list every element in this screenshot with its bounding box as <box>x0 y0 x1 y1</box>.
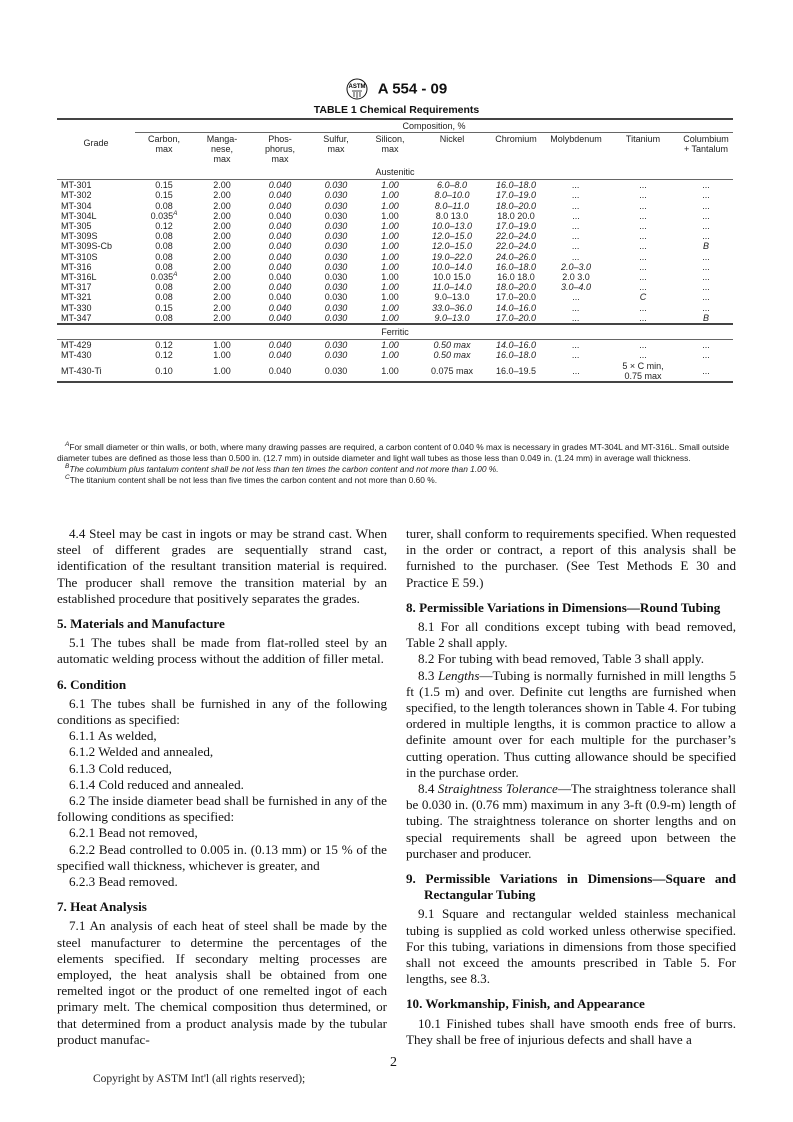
table-row <box>57 180 733 191</box>
mo-cell: 3.0–4.0 <box>560 282 592 293</box>
p-cell: 0.040 <box>268 221 292 232</box>
paragraph-4-4: 4.4 Steel may be cast in ingots or may be strand cast. When steel of different grades are sequentially strand cast, identification of the resultant transition material is required. The producer shall remove the transition material by an established procedure that positively separates the grades. <box>57 526 387 606</box>
mo-cell: ... <box>572 221 580 232</box>
si-cell: 1.00 <box>381 312 399 323</box>
ti-cell: ... <box>639 282 647 293</box>
grade-cell: MT-316L <box>61 272 97 283</box>
ti-cell: 5 × C min, 0.75 max <box>622 360 664 381</box>
ti-cell: ... <box>639 190 647 201</box>
si-cell: 1.00 <box>381 241 399 252</box>
mn-cell: 2.00 <box>213 190 231 201</box>
group-row-austenitic <box>57 165 733 180</box>
carbon-header: Carbon, max <box>147 134 181 154</box>
paragraph-8-4: 8.4 Straightness Tolerance—The straightness tolerance shall be 0.030 in. (0.76 mm) maximum in any 3-ft (0.9-m) length of tubing. The straightness tolerance on shorter lengths and on special requirements shall be agreed upon between the purchaser and producer. <box>406 781 736 861</box>
s-cell: 0.030 <box>324 272 348 283</box>
paragraph-10-1: 10.1 Finished tubes shall have smooth ends free of burrs. They shall be free of injurious defects and shall have a <box>406 1015 736 1047</box>
si-cell: 1.00 <box>381 282 399 293</box>
mo-cell: ... <box>572 312 580 323</box>
table-row <box>57 292 733 302</box>
s-cell: 0.030 <box>324 241 348 252</box>
paragraph-6-2-1: 6.2.1 Bead not removed, <box>69 825 198 841</box>
paragraph-8-3: 8.3 Lengths—Tubing is normally furnished in mill lengths 5 ft (1.5 m) and over. Definite cut lengths are furnished when specified, to the length tolerances shown in Table 4. For tubing ordered in multiple lengths, it is common practice to allow a definite amount over for each multiple for the purchaser’s cutting operation. Thus cutting allowance should be specified in the purchase order. <box>406 667 737 780</box>
ti-cell: ... <box>639 272 647 283</box>
section-heading-5: 5. Materials and Manufacture <box>57 616 225 632</box>
ti-cell: ... <box>639 251 647 262</box>
ni-cell: 9.0–13.0 <box>434 312 470 323</box>
ni-cell: 0.075 max <box>430 365 474 376</box>
grade-cell: MT-321 <box>61 292 92 303</box>
grade-cell: MT-309S <box>61 231 98 242</box>
carbon-cell: 0.12 <box>155 350 173 361</box>
s-cell: 0.030 <box>324 200 348 211</box>
ni-cell: 12.0–15.0 <box>431 241 473 252</box>
p-cell: 0.040 <box>268 292 292 303</box>
paragraph-6-2: 6.2 The inside diameter bead shall be furnished in any of the following conditions as specified: <box>57 793 387 825</box>
mn-cell: 2.00 <box>213 272 231 283</box>
columbium-tantalum-header: Columbium + Tantalum <box>683 134 729 154</box>
cb-cell: ... <box>702 231 710 242</box>
mo-cell: ... <box>572 180 580 191</box>
section-heading-6: 6. Condition <box>57 676 127 692</box>
paragraph-8-1: 8.1 For all conditions except tubing with bead removed, Table 2 shall apply. <box>406 619 736 651</box>
copyright-notice: Copyright by ASTM Int'l (all rights reserved); <box>93 1073 306 1085</box>
p-cell: 0.040 <box>268 210 292 221</box>
carbon-cell: 0.08 <box>155 312 173 323</box>
si-cell: 1.00 <box>381 261 399 272</box>
manganese-header: Manga- nese, max <box>206 134 238 164</box>
p-cell: 0.040 <box>268 365 292 376</box>
carbon-cell: 0.12 <box>155 221 173 232</box>
cr-cell: 16.0–18.0 <box>495 180 537 191</box>
grade-cell: MT-317 <box>61 282 92 293</box>
cr-cell: 14.0–16.0 <box>495 302 537 313</box>
paragraph-6-2-2: 6.2.2 Bead controlled to 0.005 in. (0.13 mm) or 15 % of the specified wall thickness, whichever is greater, and <box>57 841 387 873</box>
paragraph-5-1: 5.1 The tubes shall be made from flat-rolled steel by an automatic welding process without the addition of filler metal. <box>57 635 387 667</box>
ti-cell: ... <box>639 231 647 242</box>
cb-cell: ... <box>702 221 710 232</box>
titanium-header: Titanium <box>625 134 661 144</box>
ni-cell: 10.0–13.0 <box>431 221 473 232</box>
p-cell: 0.040 <box>268 200 292 211</box>
nickel-header: Nickel <box>439 134 465 144</box>
mn-cell: 2.00 <box>213 251 231 262</box>
p-cell: 0.040 <box>268 190 292 201</box>
paragraph-6-2-3: 6.2.3 Bead removed. <box>69 874 178 890</box>
paragraph-6-1-4: 6.1.4 Cold reduced and annealed. <box>69 776 244 792</box>
mn-cell: 2.00 <box>213 200 231 211</box>
footnote-c: $^C$The titanium content shall be not less than five times the carbon content and not more than 0.60 %. <box>65 474 438 485</box>
paragraph-7-1-continued: turer, shall conform to requirements specified. When requested in the order or contract, a report of this analysis shall be furnished to the purchaser. (See Test Methods E 30 and Practice E 59.) <box>406 526 736 590</box>
ti-cell: ... <box>639 241 647 252</box>
carbon-cell: 0.12 <box>155 340 173 351</box>
ti-cell: ... <box>639 261 647 272</box>
p-cell: 0.040 <box>268 180 292 191</box>
cr-cell: 17.0–19.0 <box>495 190 537 201</box>
table-row <box>57 252 733 262</box>
p-cell: 0.040 <box>268 272 292 283</box>
group-label: Ferritic <box>57 324 733 340</box>
s-cell: 0.030 <box>324 365 348 376</box>
cb-cell: ... <box>702 210 710 221</box>
s-cell: 0.030 <box>324 292 348 303</box>
carbon-cell: 0.08 <box>155 231 173 242</box>
cr-cell: 14.0–16.0 <box>495 340 537 351</box>
table-row <box>57 231 733 241</box>
ti-cell: ... <box>639 200 647 211</box>
ti-cell: ... <box>639 302 647 313</box>
p-cell: 0.040 <box>268 251 292 262</box>
mo-cell: ... <box>572 350 580 361</box>
s-cell: 0.030 <box>324 302 348 313</box>
s-cell: 0.030 <box>324 180 348 191</box>
cr-cell: 16.0–18.0 <box>495 350 537 361</box>
ni-cell: 6.0–8.0 <box>436 180 468 191</box>
table-row <box>57 190 733 200</box>
table-row <box>57 303 733 313</box>
si-cell: 1.00 <box>381 340 399 351</box>
phosphorus-header: Phos- phorus, max <box>264 134 296 164</box>
table-row <box>57 201 733 211</box>
paragraph-8-2: 8.2 For tubing with bead removed, Table 3 shall apply. <box>418 651 705 667</box>
p-cell: 0.040 <box>268 340 292 351</box>
ni-cell: 8.0–10.0 <box>434 190 470 201</box>
mo-cell: ... <box>572 340 580 351</box>
ni-cell: 10.0–14.0 <box>431 261 473 272</box>
s-cell: 0.030 <box>324 190 348 201</box>
mo-cell: ... <box>572 231 580 242</box>
grade-cell: MT-429 <box>61 340 92 351</box>
grade-cell: MT-347 <box>61 312 92 323</box>
paragraph-6-1: 6.1 The tubes shall be furnished in any of the following conditions as specified: <box>57 695 387 728</box>
ni-cell: 11.0–14.0 <box>432 282 472 293</box>
cr-cell: 16.0–19.5 <box>495 365 537 376</box>
cb-cell: ... <box>702 350 710 361</box>
carbon-cell: 0.08 <box>155 251 173 262</box>
group-label: Austenitic <box>57 165 733 180</box>
p-cell: 0.040 <box>268 231 292 242</box>
si-cell: 1.00 <box>381 200 399 211</box>
cr-cell: 17.0–19.0 <box>495 221 537 232</box>
page-number: 2 <box>390 1055 397 1070</box>
cr-cell: 22.0–24.0 <box>495 231 537 242</box>
carbon-cell: 0.15 <box>155 190 173 201</box>
carbon-cell: 0.08 <box>155 282 173 293</box>
cb-cell: ... <box>702 282 710 293</box>
si-cell: 1.00 <box>381 302 399 313</box>
paragraph-7-1: 7.1 An analysis of each heat of steel shall be made by the steel manufacturer to determine the percentages of the elements specified. If secondary melting processes are employed, the heat analysis shall be obtained from one remelted ingot or the product of one remelted ingot of each primary melt. The chemical composition thus determined, or that determined from a product analysis made by the tubular product manufac- <box>57 918 387 1047</box>
mn-cell: 2.00 <box>213 302 231 313</box>
section-heading-10: 10. Workmanship, Finish, and Appearance <box>406 996 645 1012</box>
p-cell: 0.040 <box>268 312 292 323</box>
si-cell: 1.00 <box>381 210 399 221</box>
ti-cell: ... <box>639 340 647 351</box>
sulfur-header: Sulfur, max <box>323 134 349 154</box>
table-footnotes <box>57 442 737 486</box>
chemical-requirements-table <box>57 118 733 383</box>
cr-cell: 18.0–20.0 <box>495 282 537 293</box>
si-cell: 1.00 <box>381 272 399 283</box>
paragraph-9-1: 9.1 Square and rectangular welded stainless mechanical tubing is supplied as cold worked unless otherwise specified. For this tubing, variations in dimensions from those specified shall not exceed the amounts prescribed in Table 5. For lengths, see 8.3. <box>406 906 736 987</box>
cb-cell: B <box>702 241 709 252</box>
paragraph-6-1-1: 6.1.1 As welded, <box>69 728 157 744</box>
mo-cell: 2.0–3.0 <box>560 261 592 272</box>
ni-cell: 33.0–36.0 <box>431 302 473 313</box>
mn-cell: 2.00 <box>213 292 231 303</box>
si-cell: 1.00 <box>381 221 399 232</box>
cr-cell: 18.0–20.0 <box>495 200 537 211</box>
ti-cell: ... <box>639 350 647 361</box>
s-cell: 0.030 <box>324 261 348 272</box>
composition-header: Composition, % <box>135 119 733 133</box>
mo-cell: ... <box>572 241 580 252</box>
silicon-header: Silicon, max <box>375 134 405 154</box>
ni-cell: 9.0–13.0 <box>434 292 470 303</box>
s-cell: 0.030 <box>324 312 348 323</box>
mo-cell: ... <box>572 292 580 303</box>
s-cell: 0.030 <box>324 221 348 232</box>
ti-cell: C <box>639 292 647 303</box>
p-cell: 0.040 <box>268 241 292 252</box>
body-column-right <box>406 526 736 1048</box>
grade-cell: MT-310S <box>61 251 98 262</box>
ni-cell: 8.0 13.0 <box>435 210 469 221</box>
ni-cell: 0.50 max <box>433 350 471 361</box>
s-cell: 0.030 <box>324 350 348 361</box>
cr-cell: 24.0–26.0 <box>495 251 537 262</box>
mo-cell: ... <box>572 190 580 201</box>
cb-cell: ... <box>702 340 710 351</box>
s-cell: 0.030 <box>324 210 348 221</box>
footnote-b: $^B$The columbium plus tantalum content shall be not less than ten times the carbon content and not more than 1.00 %. <box>65 463 499 474</box>
p-cell: 0.040 <box>268 302 292 313</box>
section-heading-9: 9. Permissible Variations in Dimensions—Square and Rectangular Tubing <box>406 871 736 903</box>
ni-cell: 12.0–15.0 <box>431 231 473 242</box>
grade-cell: MT-304 <box>61 200 92 211</box>
cb-cell: ... <box>702 365 710 376</box>
table-row <box>57 241 733 251</box>
footnote-a: $^A$For small diameter or thin walls, or both, where many drawing passes are required, a carbon content of 0.040 % max is necessary in grades MT-304L and MT-316L. Small outside diameter tubes are defined as those less than 0.500 in. (12.7 mm) in outside diameter and light wall tubes as those less than 0.049 in. (1.24 mm) in average wall thickness. <box>57 441 730 463</box>
section-heading-8: 8. Permissible Variations in Dimensions—Round Tubing <box>406 599 721 615</box>
s-cell: 0.030 <box>324 340 348 351</box>
grade-cell: MT-330 <box>61 302 92 313</box>
mn-cell: 2.00 <box>213 180 231 191</box>
cb-cell: B <box>702 312 709 323</box>
paragraph-6-1-3: 6.1.3 Cold reduced, <box>69 760 172 776</box>
mo-cell: ... <box>572 210 580 221</box>
svg-text:ASTM: ASTM <box>348 84 366 90</box>
cb-cell: ... <box>702 261 710 272</box>
group-row-ferritic <box>57 324 733 340</box>
carbon-cell: $0.035^A$ <box>150 271 178 283</box>
table-row <box>57 272 733 282</box>
table-row <box>57 221 733 231</box>
document-header <box>0 78 793 100</box>
cb-cell: ... <box>702 292 710 303</box>
cr-cell: 22.0–24.0 <box>495 241 537 252</box>
carbon-cell: 0.15 <box>155 302 173 313</box>
grade-cell: MT-430-Ti <box>61 365 102 376</box>
table-row <box>57 361 733 382</box>
ti-cell: ... <box>639 180 647 191</box>
ni-cell: 10.0 15.0 <box>433 272 471 283</box>
carbon-cell: 0.15 <box>155 180 173 191</box>
grade-cell: MT-302 <box>61 190 92 201</box>
molybdenum-header: Molybdenum <box>550 134 602 144</box>
chromium-header: Chromium <box>495 134 537 144</box>
standard-designation: A 554 - 09 <box>377 80 448 98</box>
grade-cell: MT-316 <box>61 261 92 272</box>
mo-cell: 2.0 3.0 <box>562 272 590 283</box>
s-cell: 0.030 <box>324 231 348 242</box>
grade-cell: MT-305 <box>61 221 92 232</box>
carbon-cell: 0.08 <box>155 241 173 252</box>
table-row <box>57 211 733 221</box>
cr-cell: 16.0 18.0 <box>497 272 535 283</box>
grade-cell: MT-430 <box>61 350 92 361</box>
cb-cell: ... <box>702 251 710 262</box>
table-row <box>57 340 733 351</box>
mn-cell: 2.00 <box>213 282 231 293</box>
carbon-cell: $0.035^A$ <box>150 209 178 221</box>
ti-cell: ... <box>639 312 647 323</box>
cr-cell: 17.0–20.0 <box>495 292 537 303</box>
grade-cell: MT-304L <box>61 210 97 221</box>
mo-cell: ... <box>572 200 580 211</box>
p-cell: 0.040 <box>268 261 292 272</box>
table-row <box>57 282 733 292</box>
si-cell: 1.00 <box>381 365 399 376</box>
ni-cell: 19.0–22.0 <box>431 251 473 262</box>
p-cell: 0.040 <box>268 350 292 361</box>
si-cell: 1.00 <box>381 251 399 262</box>
section-heading-7: 7. Heat Analysis <box>57 899 147 915</box>
mn-cell: 1.00 <box>213 340 231 351</box>
table-header-row-1 <box>57 119 733 133</box>
astm-logo-icon <box>346 78 368 100</box>
paragraph-6-1-2: 6.1.2 Welded and annealed, <box>69 744 214 760</box>
table-title: TABLE 1 Chemical Requirements <box>313 104 480 116</box>
mn-cell: 2.00 <box>213 231 231 242</box>
ti-cell: ... <box>639 210 647 221</box>
mo-cell: ... <box>572 365 580 376</box>
si-cell: 1.00 <box>381 231 399 242</box>
cr-cell: 17.0–20.0 <box>495 312 537 323</box>
mn-cell: 2.00 <box>213 210 231 221</box>
body-column-left <box>57 526 387 1048</box>
si-cell: 1.00 <box>381 190 399 201</box>
table-row <box>57 262 733 272</box>
p-cell: 0.040 <box>268 282 292 293</box>
si-cell: 1.00 <box>381 180 399 191</box>
s-cell: 0.030 <box>324 282 348 293</box>
mo-cell: ... <box>572 302 580 313</box>
mn-cell: 2.00 <box>213 241 231 252</box>
carbon-cell: 0.10 <box>155 365 173 376</box>
s-cell: 0.030 <box>324 251 348 262</box>
carbon-cell: 0.08 <box>155 200 173 211</box>
grade-cell: MT-301 <box>61 180 92 191</box>
ti-cell: ... <box>639 221 647 232</box>
cr-cell: 18.0 20.0 <box>497 210 535 221</box>
cb-cell: ... <box>702 272 710 283</box>
ni-cell: 0.50 max <box>433 340 471 351</box>
si-cell: 1.00 <box>381 350 399 361</box>
table-header-row-2 <box>57 133 733 166</box>
mn-cell: 1.00 <box>213 350 231 361</box>
mn-cell: 2.00 <box>213 221 231 232</box>
table-body <box>57 165 733 382</box>
cb-cell: ... <box>702 200 710 211</box>
cb-cell: ... <box>702 190 710 201</box>
table-row <box>57 350 733 360</box>
cb-cell: ... <box>702 180 710 191</box>
mn-cell: 1.00 <box>213 365 231 376</box>
grade-header: Grade <box>83 137 109 148</box>
table-row <box>57 313 733 324</box>
si-cell: 1.00 <box>381 292 399 303</box>
mo-cell: ... <box>572 251 580 262</box>
cr-cell: 16.0–18.0 <box>495 261 537 272</box>
carbon-cell: 0.08 <box>155 292 173 303</box>
cb-cell: ... <box>702 302 710 313</box>
carbon-cell: 0.08 <box>155 261 173 272</box>
mn-cell: 2.00 <box>213 261 231 272</box>
ni-cell: 8.0–11.0 <box>434 200 470 211</box>
grade-cell: MT-309S-Cb <box>61 241 113 252</box>
mn-cell: 2.00 <box>213 312 231 323</box>
